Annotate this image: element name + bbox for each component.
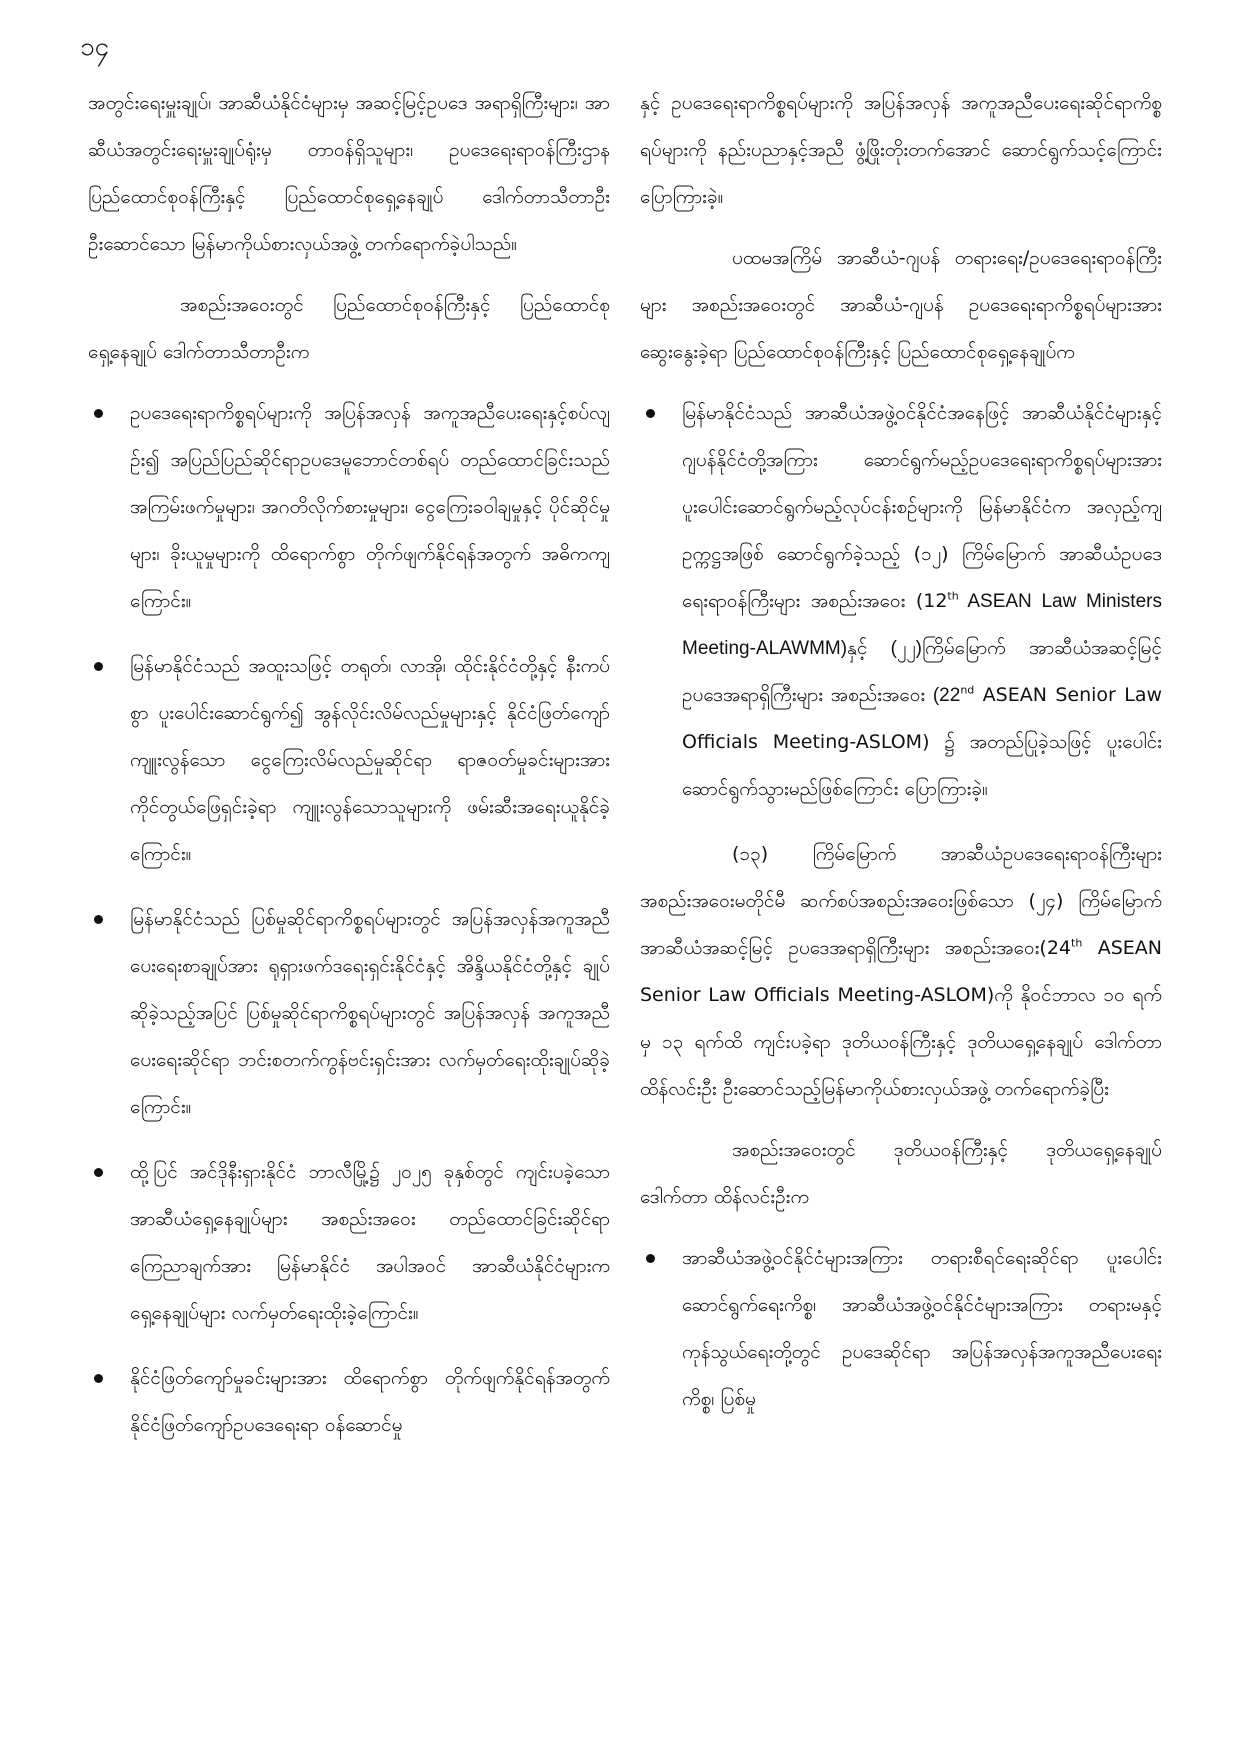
list-item: အာဆီယံအဖွဲ့ဝင်နိုင်ငံများအကြား တရားစီရင်ရေးဆိုင်ရာ ပူးပေါင်းဆောင်ရွက်ရေးကိစ္စ၊ အာဆီယံအဖွဲ့ဝင်နိုင်ငံများအကြား တရားမနှင့်ကုန်သွယ်ရေးတို့တွင် ဥပဒေဆိုင်ရာ အပြန်အလှန်အကူအညီပေးရေးကိစ္စ၊ ပြစ်မှု [640,1235,1162,1423]
bullet-icon [94,915,103,924]
left-column [88,80,610,1467]
paragraph: အစည်းအဝေးတွင် ဒုတိယဝန်ကြီးနှင့် ဒုတိယရှေ့နေချုပ် ဒေါက်တာ ထိန်လင်းဦးက [640,1139,1162,1208]
list-item: ဥပဒေရေးရာကိစ္စရပ်များကို အပြန်အလှန် အကူအညီပေးရေးနှင့်စပ်လျဥ်း၍ အပြည်ပြည်ဆိုင်ရာဥပဒေမူဘောင်တစ်ရပ် တည်ထောင်ခြင်းသည် အကြမ်းဖက်မှုများ၊ အဂတိလိုက်စားမှုများ၊ ငွေကြေးခဝါချမှုနှင့် ပိုင်ဆိုင်မှုများ၊ ခိုးယူမှုများကို ထိရောက်စွာ တိုက်ဖျက်နိုင်ရန်အတွက် အဓိကကျကြောင်း။ [88,390,610,625]
list-item: နိုင်ငံဖြတ်ကျော်မှုခင်းများအား ထိရောက်စွာ တိုက်ဖျက်နိုင်ရန်အတွက် နိုင်ငံဖြတ်ကျော်ဥပဒေရေးရာ ဝန်ဆောင်မှု [88,1355,610,1449]
list-item: ထို့ပြင် အင်ဒိုနီးရှားနိုင်ငံ ဘာလီမြို့၌ ၂၀၂၅ ခုနှစ်တွင် ကျင်းပခဲ့သော အာဆီယံရှေ့နေချုပ်များ အစည်းအဝေး တည်ထောင်ခြင်းဆိုင်ရာကြေညာချက်အား မြန်မာနိုင်ငံ အပါအဝင် အာဆီယံနိုင်ငံများက ရှေ့နေချုပ်များ လက်မှတ်ရေးထိုးခဲ့ကြောင်း။ [88,1149,610,1337]
bullet-icon [94,1374,103,1383]
paragraph: အတွင်းရေးမှူးချုပ်၊ အာဆီယံနိုင်ငံများမှ အဆင့်မြင့်ဥပဒေ အရာရှိကြီးများ၊ အာဆီယံအတွင်းရေးမှူးချုပ်ရုံးမှ တာဝန်ရှိသူများ၊ ဥပဒေရေးရာဝန်ကြီးဌာန ပြည်ထောင်စုဝန်ကြီးနှင့် ပြည်ထောင်စုရှေ့နေချုပ် ဒေါက်တာသီတာဦး ဦးဆောင်သော မြန်မာကိုယ်စားလှယ်အဖွဲ့ တက်ရောက်ခဲ့ပါသည်။ [88,92,610,255]
bullet-icon [646,1254,655,1263]
bullet-list [640,390,1162,813]
bullet-icon [646,409,655,418]
list-item: မြန်မာနိုင်ငံသည် ပြစ်မှုဆိုင်ရာကိစ္စရပ်များတွင် အပြန်အလှန်အကူအညီပေးရေးစာချုပ်အား ရုရှားဖက်ဒရေးရှင်းနိုင်ငံနှင့် အိန္ဒိယနိုင်ငံတို့နှင့် ချုပ်ဆိုခဲ့သည့်အပြင် ပြစ်မှုဆိုင်ရာကိစ္စရပ်များတွင် အပြန်အလှန် အကူအညီပေးရေးဆိုင်ရာ ဘင်းစတက်ကွန်ဗင်းရှင်းအား လက်မှတ်ရေးထိုးချုပ်ဆိုခဲ့ကြောင်း။ [88,896,610,1131]
right-column [640,80,1162,1441]
paragraph: အစည်းအဝေးတွင် ပြည်ထောင်စုဝန်ကြီးနှင့် ပြည်ထောင်စုရှေ့နေချုပ် ဒေါက်တာသီတာဦးက [88,294,610,363]
list-item: မြန်မာနိုင်ငံသည် အာဆီယံအဖွဲ့ဝင်နိုင်ငံအနေဖြင့် အာဆီယံနိုင်ငံများနှင့် ဂျပန်နိုင်ငံတို့အကြား ဆောင်ရွက်မည့်ဥပဒေရေးရာကိစ္စရပ်များအား ပူးပေါင်းဆောင်ရွက်မည့်လုပ်ငန်းစဉ်များကို မြန်မာနိုင်ငံက အလှည့်ကျဥက္ကဋ္ဌအဖြစ် ဆောင်ရွက်ခဲ့သည့် (၁၂) ကြိမ်မြောက် အာဆီယံဥပဒေရေးရာဝန်ကြီးများ အစည်းအဝေး (12th ASEAN Law Ministers Meeting-ALAWMM)နှင့် (၂၂)ကြိမ်မြောက် အာဆီယံအဆင့်မြင့် ဥပဒေအရာရှိကြီးများ အစည်းအဝေး (22nd ASEAN Senior Law Officials Meeting-ASLOM) ၌ အတည်ပြုခဲ့သဖြင့် ပူးပေါင်းဆောင်ရွက်သွားမည်ဖြစ်ကြောင်း ပြောကြားခဲ့။ [640,390,1162,813]
page-number: ၁၄ [80,32,110,62]
paragraph: ပထမအကြိမ် အာဆီယံ-ဂျပန် တရားရေး/ဥပဒေရေးရာဝန်ကြီးများ အစည်းအဝေးတွင် အာဆီယံ-ဂျပန် ဥပဒေရေးရာကိစ္စရပ်များအားဆွေးနွေးခဲ့ရာ ပြည်ထောင်စုဝန်ကြီးနှင့် ပြည်ထောင်စုရှေ့နေချုပ်က [640,247,1162,363]
bullet-list [88,390,610,1449]
bullet-icon [94,1168,103,1177]
bullet-icon [94,409,103,418]
list-item: မြန်မာနိုင်ငံသည် အထူးသဖြင့် တရုတ်၊ လာအို၊ ထိုင်းနိုင်ငံတို့နှင့် နီးကပ်စွာ ပူးပေါင်းဆောင်ရွက်၍ အွန်လိုင်းလိမ်လည်မှုများနှင့် နိုင်ငံဖြတ်ကျော်ကျူးလွန်သော ငွေကြေးလိမ်လည်မှုဆိုင်ရာ ရာဇဝတ်မှုခင်းများအား ကိုင်တွယ်ဖြေရှင်းခဲ့ရာ ကျူးလွန်သောသူများကို ဖမ်းဆီးအရေးယူနိုင်ခဲ့ကြောင်း။ [88,643,610,878]
paragraph: နှင့် ဥပဒေရေးရာကိစ္စရပ်များကို အပြန်အလှန် အကူအညီပေးရေးဆိုင်ရာကိစ္စရပ်များကို နည်းပညာနှင့်အညီ ဖွံ့ဖြိုးတိုးတက်အောင် ဆောင်ရွက်သင့်ကြောင်း ပြောကြားခဲ့။ [640,92,1162,208]
bullet-list [640,1235,1162,1423]
paragraph: (၁၃) ကြိမ်မြောက် အာဆီယံဥပဒေရေးရာဝန်ကြီးများ အစည်းအဝေးမတိုင်မီ ဆက်စပ်အစည်းအဝေးဖြစ်သော (၂၄) ကြိမ်မြောက် အာဆီယံအဆင့်မြင့် ဥပဒေအရာရှိကြီးများ အစည်းအဝေး(24th ASEAN Senior Law Officials Meeting-ASLOM)ကို နိုဝင်ဘာလ ၁၀ ရက်မှ ၁၃ ရက်ထိ ကျင်းပခဲ့ရာ ဒုတိယဝန်ကြီးနှင့် ဒုတိယရှေ့နေချုပ် ဒေါက်တာ ထိန်လင်းဦး ဦးဆောင်သည့်မြန်မာကိုယ်စားလှယ်အဖွဲ့ တက်ရောက်ခဲ့ပြီး [640,843,1162,1100]
bullet-icon [94,662,103,671]
